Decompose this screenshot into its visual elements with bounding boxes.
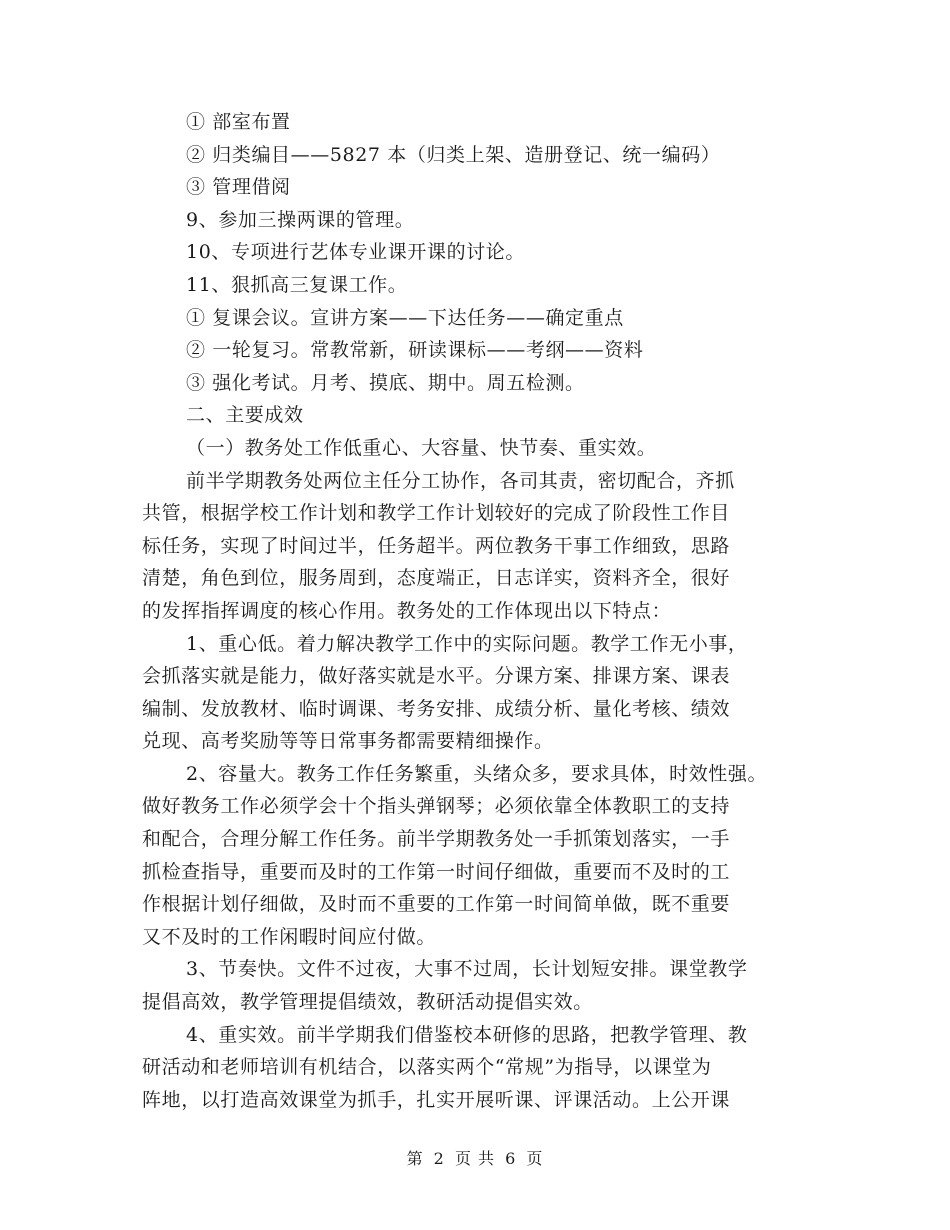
text-line: 1、重心低。着力解决教学工作中的实际问题。教学工作无小事， [186, 632, 748, 655]
text-line: 又不及时的工作闲暇时间应付做。 [142, 925, 437, 948]
text-line: 前半学期教务处两位主任分工协作，各司其责，密切配合，齐抓 [186, 469, 735, 492]
text-line: 研活动和老师培训有机结合，以落实两个“常规”为指导，以课堂为 [142, 1056, 712, 1079]
text-line: 11、狠抓高三复课工作。 [186, 273, 408, 296]
footer-suffix: 页 [526, 1149, 544, 1168]
text-line: 4、重实效。前半学期我们借鉴校本研修的思路，把教学管理、教 [186, 1023, 748, 1046]
footer-total-pages: 6 [505, 1149, 517, 1168]
text-line: 提倡高效，教学管理提倡绩效，教研活动提倡实效。 [142, 991, 593, 1014]
document-body [142, 106, 822, 1116]
text-line: 清楚，角色到位，服务周到，态度端正，日志详实，资料齐全，很好 [142, 567, 731, 590]
footer-middle: 页 共 [454, 1149, 496, 1168]
text-line: 共管，根据学校工作计划和教学工作计划较好的完成了阶段性工作目 [142, 502, 731, 525]
text-line: 和配合，合理分解工作任务。前半学期教务处一手抓策划落实，一手 [142, 828, 731, 851]
text-line: 的发挥指挥调度的核心作用。教务处的工作体现出以下特点： [142, 599, 672, 622]
footer-prefix: 第 [406, 1149, 424, 1168]
page-footer [0, 1146, 950, 1169]
text-line: ① 部室布置 [186, 111, 291, 133]
text-line: 阵地，以打造高效课堂为抓手，扎实开展听课、评课活动。上公开课 [142, 1088, 731, 1111]
text-line: 做好教务工作必须学会十个指头弹钢琴；必须依靠全体教职工的支持 [142, 795, 731, 818]
text-line: ③ 强化考试。月考、摸底、期中。周五检测。 [186, 371, 585, 394]
text-line: ② 一轮复习。常教常新，研读课标——考纲——资料 [186, 339, 644, 362]
text-line: ② 归类编目——5827 本（归类上架、造册登记、统一编码） [186, 143, 721, 166]
text-line: 10、专项进行艺体专业课开课的讨论。 [186, 241, 525, 264]
text-line: 9、参加三操两课的管理。 [186, 208, 415, 231]
text-line: ③ 管理借阅 [186, 176, 291, 199]
text-line: 兑现、高考奖励等等日常事务都需要精细操作。 [142, 730, 554, 753]
text-line: 编制、发放教材、临时调课、考务安排、成绩分析、量化考核、绩效 [142, 697, 731, 720]
text-line: 会抓落实就是能力，做好落实就是水平。分课方案、排课方案、课表 [142, 665, 731, 688]
text-line: （一）教务处工作低重心、大容量、快节奏、重实效。 [186, 436, 657, 459]
text-line: 作根据计划仔细做，及时而不重要的工作第一时间简单做，既不重要 [142, 893, 731, 916]
text-line: 抓检查指导，重要而及时的工作第一时间仔细做，重要而不及时的工 [142, 860, 731, 883]
text-line: 二、主要成效 [186, 404, 304, 427]
text-line: 标任务，实现了时间过半，任务超半。两位教务干事工作细致，思路 [142, 534, 731, 557]
text-line: 3、节奏快。文件不过夜，大事不过周，长计划短安排。课堂教学 [186, 958, 748, 981]
text-line: ① 复课会议。宣讲方案——下达任务——确定重点 [186, 306, 624, 329]
footer-page-number: 2 [433, 1149, 445, 1168]
text-line: 2、容量大。教务工作任务繁重，头绪众多，要求具体，时效性强。 [186, 762, 768, 785]
